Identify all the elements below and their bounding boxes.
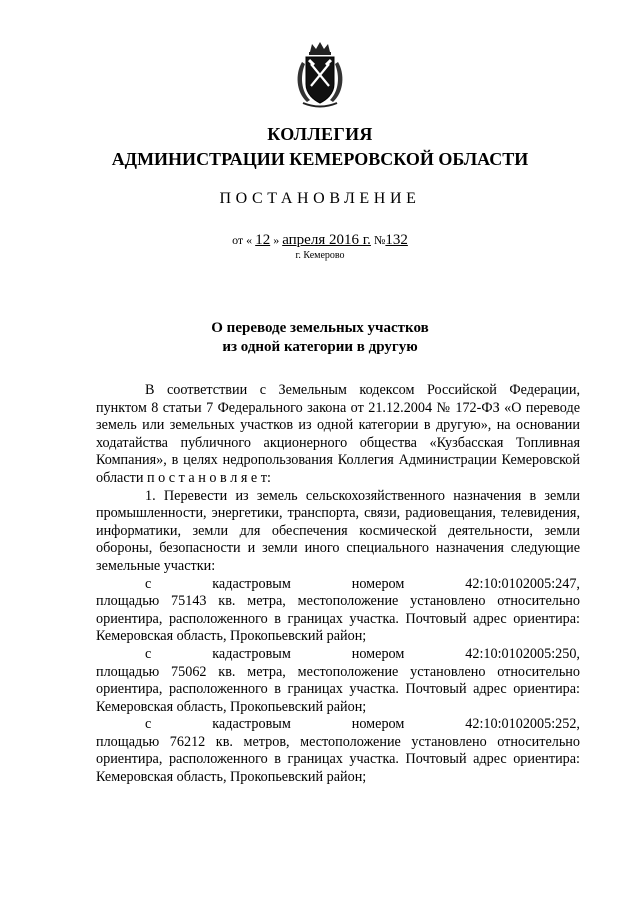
document-number: 132 (385, 232, 408, 248)
cadastral-number-3: 42:10:0102005:252, (465, 716, 580, 733)
parcel-text-3: площадью 76212 кв. метров, местоположение установлено относительно ориентира, расположенного в границах участка. Почтовый адрес ориентира: Кемеровская область, Прокопьевский район; (96, 733, 580, 786)
parcel-header-2: с кадастровым номером 42:10:0102005:250, (145, 645, 580, 662)
preamble-paragraph (96, 382, 580, 488)
city: г. Кемерово (295, 250, 345, 261)
item-1-paragraph: 1. Перевести из земель сельскохозяйственного назначения в земли промышленности, энергетики, транспорта, связи, радиовещания, телевидения, информатики, земли для обеспечения космической деятельности, земли обороны, безопасности и земли иного специального назначения следующие земельные участки: (96, 487, 580, 574)
date-line (0, 232, 640, 249)
administration-title: АДМИНИСТРАЦИИ КЕМЕРОВСКОЙ ОБЛАСТИ (111, 149, 529, 169)
document-body (96, 382, 580, 787)
parcel-header-1: с кадастровым номером 42:10:0102005:247, (145, 575, 580, 592)
preamble-text: В соответствии с Земельным кодексом Российской Федерации, пунктом 8 статьи 7 Федерального закона от 21.12.2004 № 172-ФЗ «О переводе земель или земельных участков из одной категории в другую», на основании ходатайства публичного акционерного общества «Кузбасская Топливная Компания», в целях недропользования Коллегия Администрации Кемеровской области (96, 382, 580, 486)
date-day: 12 (255, 232, 271, 248)
cadastral-number-2: 42:10:0102005:250, (465, 645, 580, 662)
decree-word: п о с т а н о в л я е т: (146, 469, 271, 486)
number-prefix: № (373, 233, 386, 247)
document-subject (0, 319, 640, 357)
date-mid: » (273, 233, 280, 247)
coat-of-arms-icon (293, 40, 347, 110)
parcel-header-3: с кадастровым номером 42:10:0102005:252, (145, 716, 580, 733)
date-prefix: от « (232, 233, 253, 247)
document-type: ПОСТАНОВЛЕНИЕ (219, 190, 421, 207)
parcel-text-2: площадью 75062 кв. метра, местоположение установлено относительно ориентира, расположенного в границах участка. Почтовый адрес ориентира: Кемеровская область, Прокопьевский район; (96, 663, 580, 715)
cadastral-number-1: 42:10:0102005:247, (465, 575, 580, 592)
parcel-text-1: площадью 75143 кв. метра, местоположение установлено относительно ориентира, расположенного в границах участка. Почтовый адрес ориентира: Кемеровская область, Прокопьевский район; (96, 593, 580, 645)
subject-line-2: из одной категории в другую (222, 339, 418, 355)
collegium-title: КОЛЛЕГИЯ (267, 124, 373, 144)
subject-line-1: О переводе земельных участков (211, 320, 429, 336)
date-month-year: апреля 2016 г. (282, 232, 371, 248)
